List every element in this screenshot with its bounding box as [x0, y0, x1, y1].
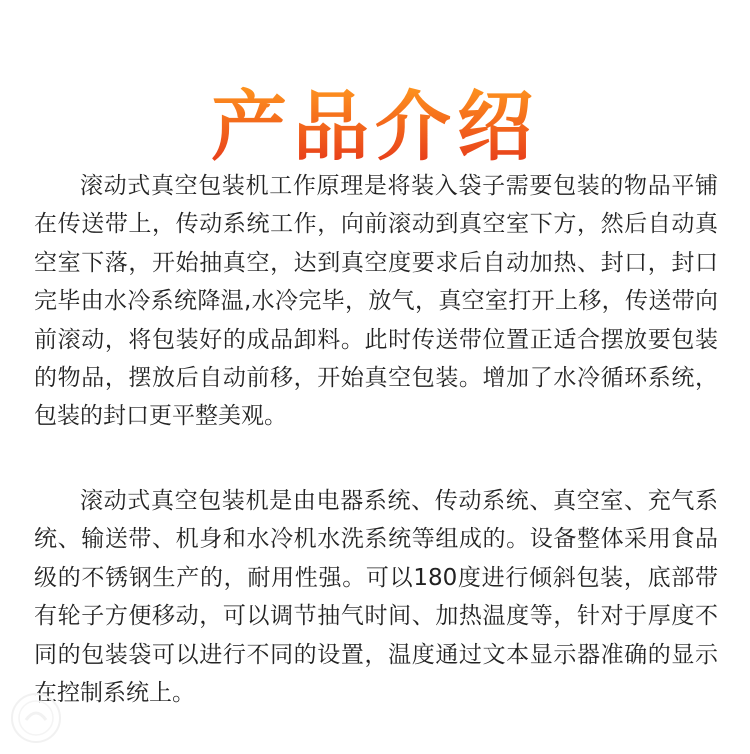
intro-paragraph-composition: 滚动式真空包装机是由电器系统、传动系统、真空室、充气系统、输送带、机身和水冷机水洗系统等组成的。设备整体采用食品级的不锈钢生产的，耐用性强。可以180度进行倾斜包装，底部带有轮子方便移动，可以调节抽气时间、加热温度等，针对于厚度不同的包装袋可以进行不同的设置，温度通过文本显示器准确的显示在控制系统上。 — [34, 488, 718, 707]
seal-watermark-icon — [8, 690, 64, 746]
intro-paragraph-working-principle: 滚动式真空包装机工作原理是将装入袋子需要包装的物品平铺在传送带上，传动系统工作，向前滚动到真空室下方，然后自动真空室下落，开始抽真空，达到真空度要求后自动加热、封口，封口完毕由水冷系统降温,水冷完毕，放气，真空室打开上移，传送带向前滚动，将包装好的成品卸料。此时传送带位置正适合摆放要包装的物品，摆放后自动前移，开始真空包装。增加了水冷循环系统，包装的封口更平整美观。 — [34, 173, 718, 430]
page-title: 产品介绍 — [0, 81, 750, 173]
